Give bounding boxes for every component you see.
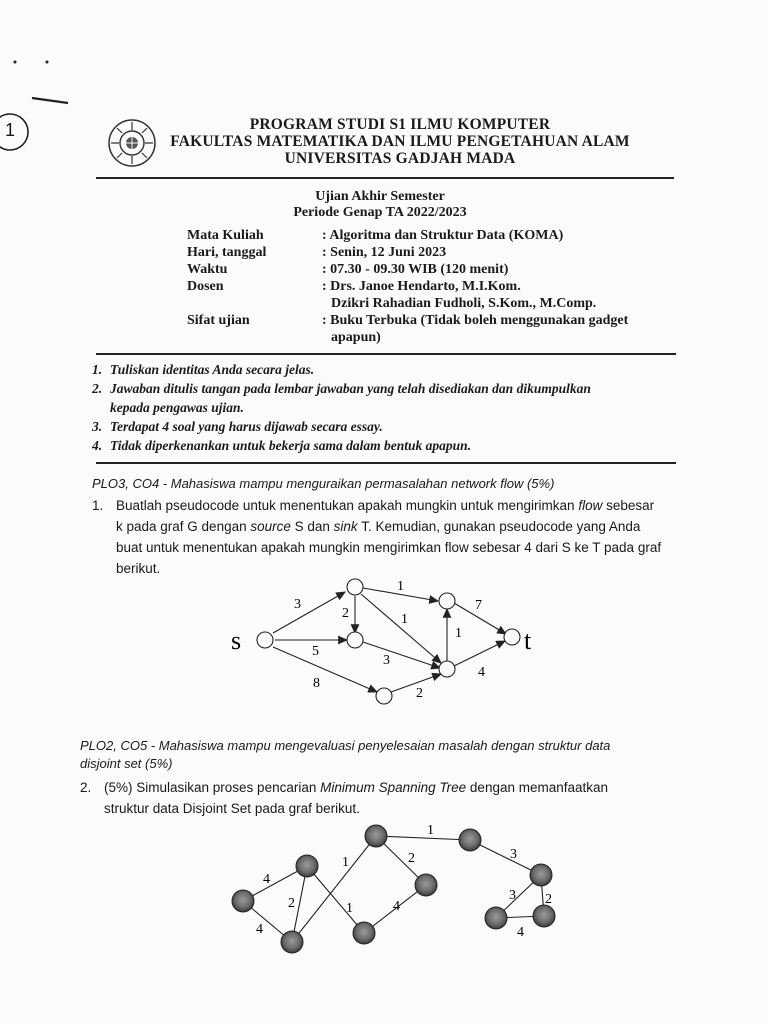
exam-period: Periode Genap TA 2022/2023 [293, 205, 467, 220]
q1-number: 1. [92, 498, 104, 513]
instr-num-2: 2. [92, 381, 103, 396]
mst-node-j [533, 905, 555, 927]
mst-node-e [365, 825, 387, 847]
mst-node-h [530, 864, 552, 886]
node-t [504, 629, 520, 645]
instr-text-2b: kepada pengawas ujian. [110, 400, 244, 415]
scan-marks [0, 0, 120, 160]
info-value-nature: : Buku Terbuka (Tidak boleh menggunakan gadget [322, 313, 629, 328]
cap-s-a: 3 [294, 597, 301, 612]
header-divider [96, 177, 674, 179]
mst-edge-g-h [470, 840, 541, 875]
q2-number: 2. [80, 780, 92, 795]
mst-edge-b-d [307, 866, 364, 933]
w-e-g: 1 [427, 823, 434, 838]
university-logo [107, 118, 157, 168]
cap-a-e: 1 [401, 612, 408, 627]
edge-a-e [361, 594, 441, 663]
exam-title: Ujian Akhir Semester [315, 189, 445, 204]
cap-s-c: 8 [313, 676, 320, 691]
header-program: PROGRAM STUDI S1 ILMU KOMPUTER [249, 116, 551, 133]
instr-text-4: Tidak diperkenankan untuk bekerja sama dalam bentuk apapun. [110, 438, 472, 453]
w-b-d: 1 [346, 901, 353, 916]
edge-e-t [454, 641, 505, 666]
node-c [376, 688, 392, 704]
q1-plo: PLO3, CO4 - Mahasiswa mampu menguraikan permasalahan network flow (5%) [92, 476, 555, 491]
info-divider [96, 353, 676, 355]
instr-divider [96, 462, 676, 464]
q1-line-4: berikut. [116, 561, 161, 576]
mst-node-g [459, 829, 481, 851]
cap-b-e: 3 [383, 653, 390, 668]
node-d [439, 593, 455, 609]
info-label-time: Waktu [187, 262, 228, 277]
instr-num-4: 4. [92, 438, 103, 453]
q2-line-2: struktur data Disjoint Set pada graf berikut. [104, 801, 360, 816]
mst-node-d [353, 922, 375, 944]
node-a [347, 579, 363, 595]
q1-line-3: buat untuk menentukan apakah mungkin mengirimkan flow sebesar 4 dari S ke T pada graf [116, 540, 662, 555]
node-s [257, 632, 273, 648]
sink-label: t [524, 626, 532, 655]
source-label: s [231, 626, 242, 655]
node-b [347, 632, 363, 648]
page-marker: 1 [5, 120, 16, 140]
flow-network-graph [0, 570, 768, 720]
q1-line-1: Buatlah pseudocode untuk menentukan apakah mungkin untuk mengirimkan flow sebesar [116, 498, 655, 513]
cap-c-e: 2 [416, 686, 423, 701]
info-value-time: : 07.30 - 09.30 WIB (120 menit) [322, 262, 509, 277]
info-value-nature-2: apapun) [331, 330, 381, 345]
instr-text-3: Terdapat 4 soal yang harus dijawab secara essay. [110, 419, 383, 434]
w-d-f: 4 [393, 899, 400, 914]
w-h-j: 2 [545, 892, 552, 907]
cap-s-b: 5 [312, 644, 319, 659]
q2-line-1: (5%) Simulasikan proses pencarian Minimum Spanning Tree dengan memanfaatkan [104, 780, 609, 795]
info-label-nature: Sifat ujian [187, 313, 250, 328]
instr-num-1: 1. [92, 362, 103, 377]
instr-num-3: 3. [92, 419, 103, 434]
edge-s-a [273, 592, 345, 633]
q1-line-2: k pada graf G dengan source S dan sink T. Kemudian, gunakan pseudocode yang Anda [116, 519, 641, 534]
q2-plo-line-2: disjoint set (5%) [80, 756, 173, 771]
info-value-date: : Senin, 12 Juni 2023 [322, 245, 447, 260]
header-faculty: FAKULTAS MATEMATIKA DAN ILMU PENGETAHUAN ALAM [170, 133, 630, 150]
edge-s-c [273, 647, 377, 692]
info-value-lecturer: : Drs. Janoe Hendarto, M.I.Kom. [322, 279, 521, 294]
info-value-lecturer-2: Dzikri Rahadian Fudholi, S.Kom., M.Comp. [331, 296, 597, 311]
edge-b-e [363, 642, 440, 668]
instr-text-2: Jawaban ditulis tangan pada lembar jawaban yang telah disediakan dan dikumpulkan [110, 381, 591, 396]
w-g-h: 3 [510, 847, 517, 862]
mst-node-i [485, 907, 507, 929]
w-c-e: 1 [342, 855, 349, 870]
mst-edge-e-g [376, 836, 470, 840]
info-value-course: : Algoritma dan Struktur Data (KOMA) [322, 228, 564, 243]
cap-a-b: 2 [342, 606, 349, 621]
instr-text-1: Tuliskan identitas Anda secara jelas. [110, 362, 315, 377]
w-h-i: 3 [509, 888, 516, 903]
w-a-c: 4 [256, 922, 263, 937]
w-b-c: 2 [288, 896, 295, 911]
q2-plo-line-1: PLO2, CO5 - Mahasiswa mampu mengevaluasi penyelesaian masalah dengan struktur data [80, 738, 611, 753]
info-label-date: Hari, tanggal [187, 245, 267, 260]
cap-d-t: 7 [475, 598, 482, 613]
w-i-j: 4 [517, 925, 524, 940]
cap-e-d: 1 [455, 626, 462, 641]
cap-a-d: 1 [397, 579, 404, 594]
w-a-b: 4 [263, 872, 270, 887]
mst-node-f [415, 874, 437, 896]
node-e [439, 661, 455, 677]
header-university: UNIVERSITAS GADJAH MADA [284, 150, 516, 167]
w-e-f: 2 [408, 851, 415, 866]
mst-node-b [296, 855, 318, 877]
mst-node-c [281, 931, 303, 953]
cap-e-t: 4 [478, 665, 485, 680]
mst-node-a [232, 890, 254, 912]
info-label-course: Mata Kuliah [187, 228, 264, 243]
info-label-lecturer: Dosen [187, 279, 224, 294]
mst-graph [0, 815, 768, 965]
